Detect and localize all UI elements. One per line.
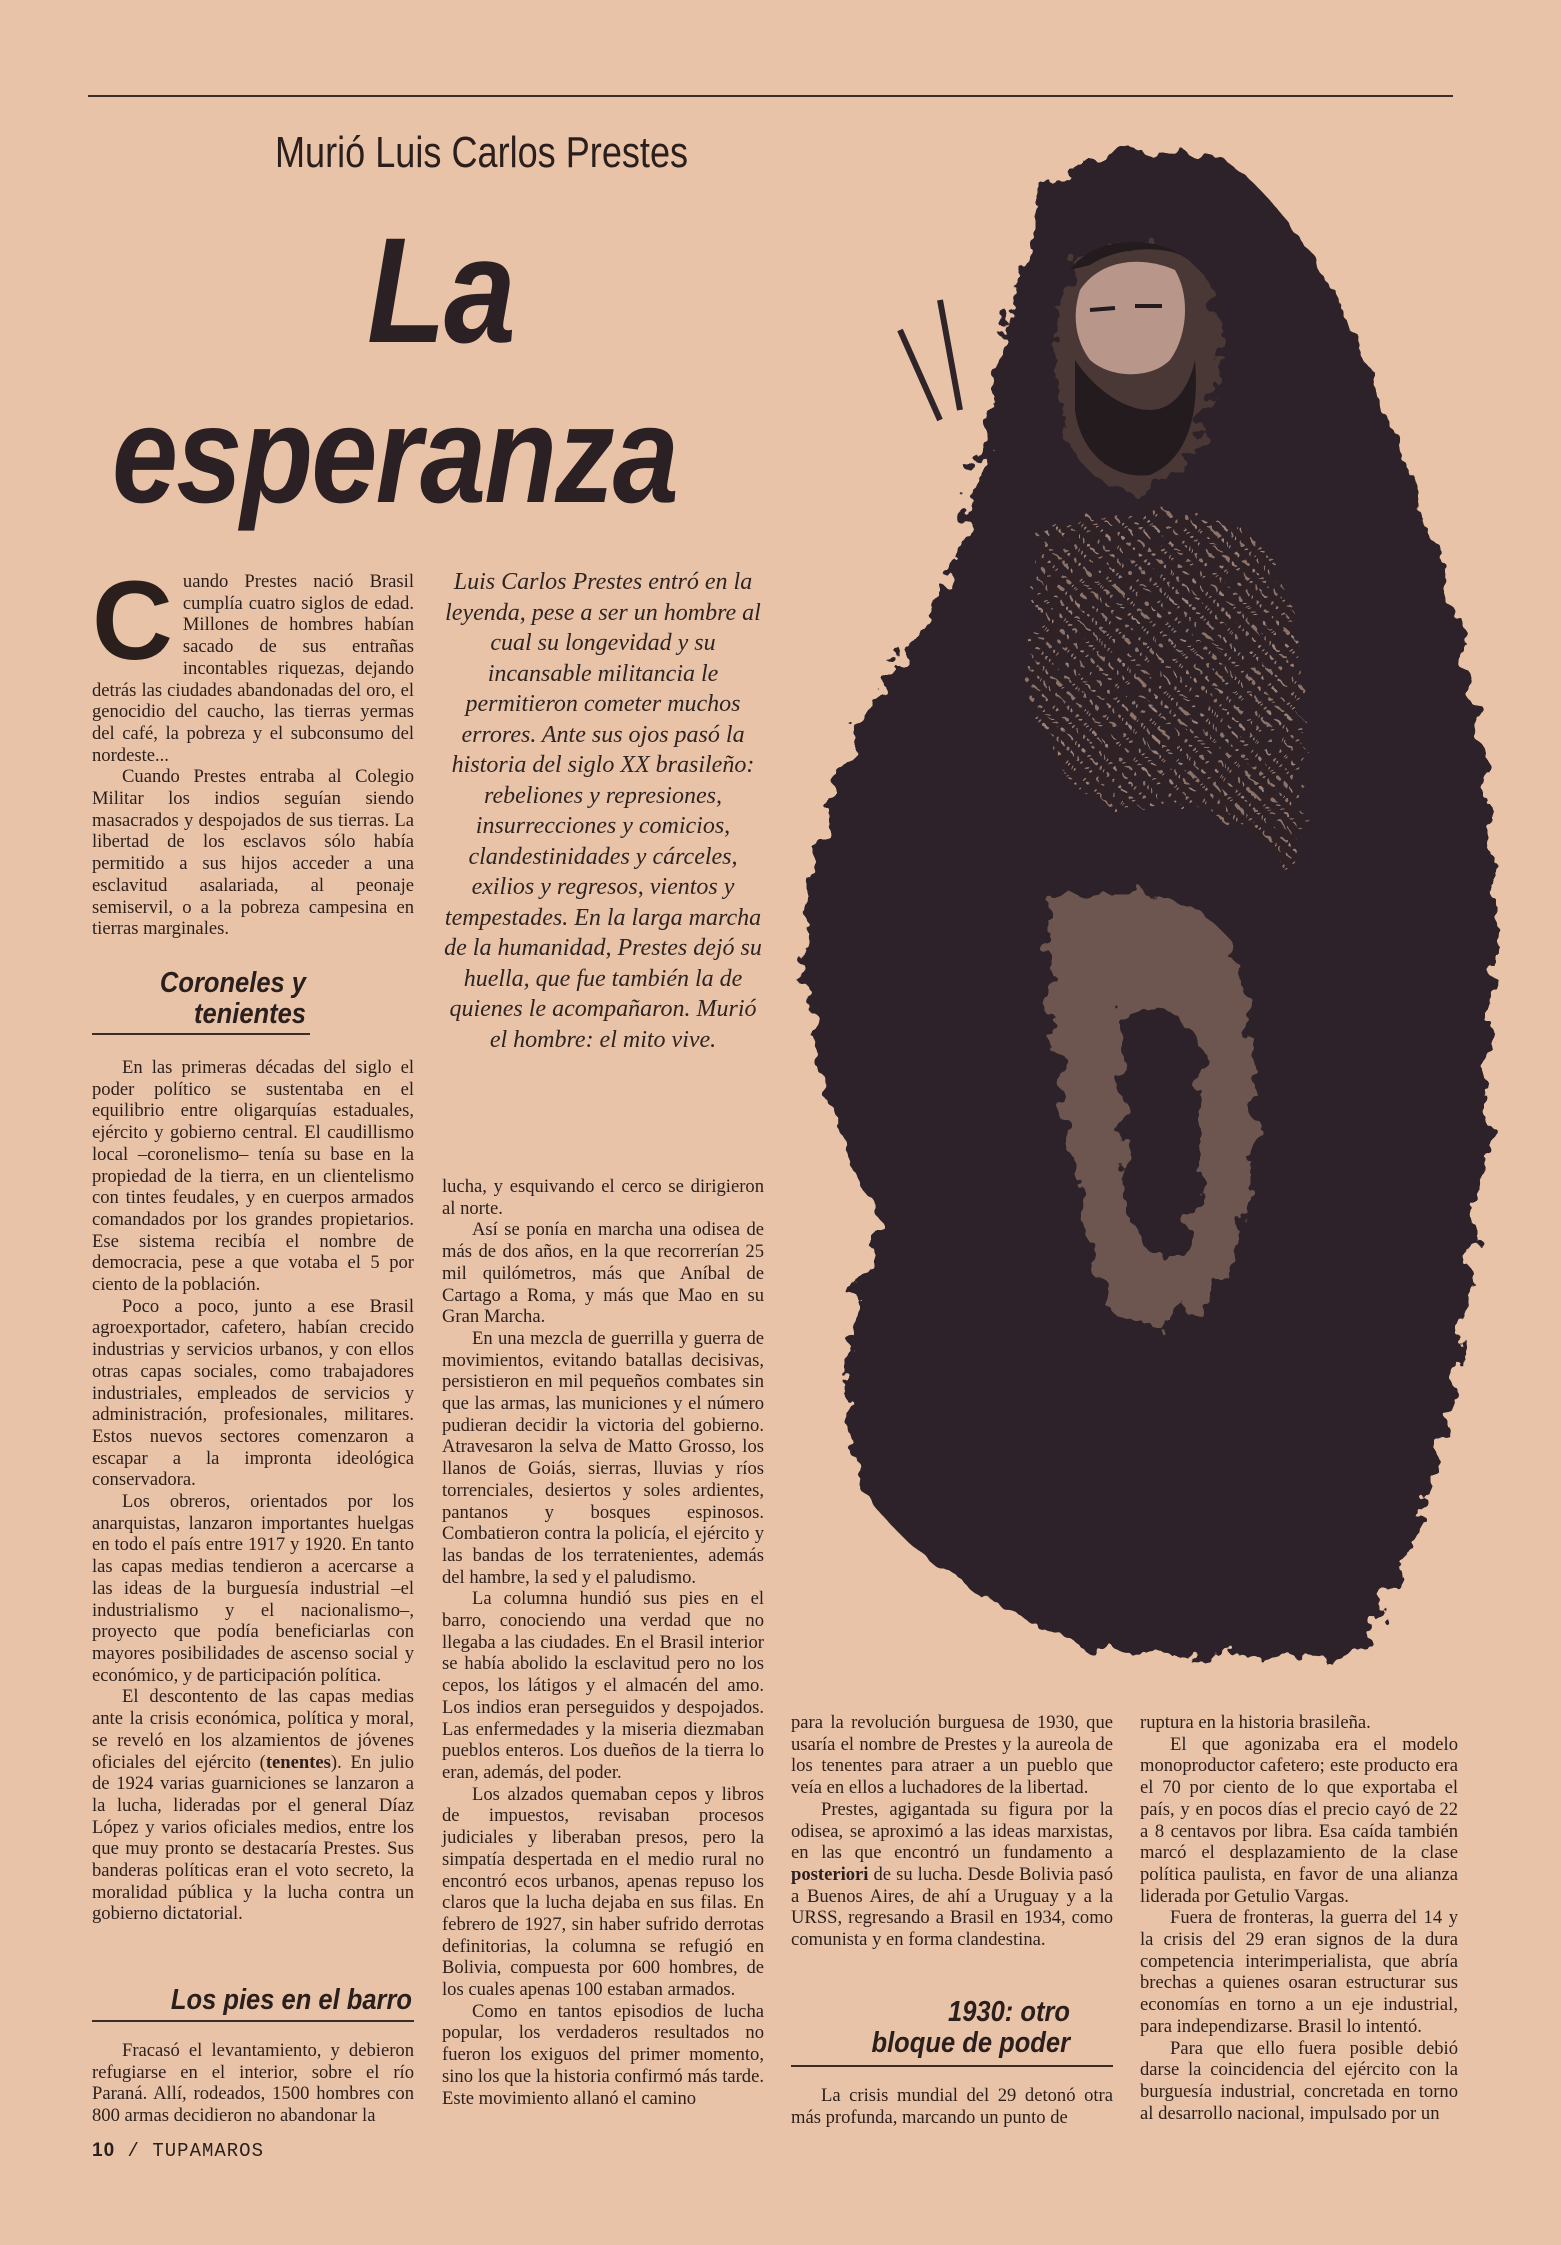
page-number: 10 (92, 2140, 116, 2161)
column-3-top (791, 1712, 1113, 1951)
drop-cap: C (92, 558, 173, 683)
paragraph: La crisis mundial del 29 detonó otra más profunda, marcando un punto de (791, 2085, 1113, 2128)
paragraph: Los alzados quemaban cepos y libros de impuestos, revisaban procesos judiciales y liberaban presos, pero la simpatía despertada en el medio rural no encontró ecos urbanos, apenas repuso los claros que la lucha dejaba en sus filas. En febrero de 1927, sin haber sufrido derrotas definitorias, la columna se refugió en Bolivia, compuesta por 600 hombres, de los cuales apenas 100 estaban armados. (442, 1783, 764, 2001)
kicker: Murió Luis Carlos Prestes (275, 128, 689, 177)
paragraph: uando Prestes nació Brasil cumplía cuatro siglos de edad. Millones de hombres habían sacado de sus entrañas incontables riquezas, dejando detrás las ciudades abandonadas del oro, el genocidio del caucho, las tierras yermas del café, la pobreza y el subconsumo del nordeste... (92, 571, 414, 766)
paragraph: Cuando Prestes entraba al Colegio Militar los indios seguían siendo masacrados y despojados de sus tierras. La libertad de los esclavos sólo había permitido a sus hijos acceder a una esclavitud asalariada, al peonaje semiservil, o a la pobreza campesina en tierras marginales. (92, 766, 414, 940)
headline-line-2: esperanza (112, 378, 678, 532)
paragraph: Fuera de fronteras, la guerra del 14 y la crisis del 29 eran signos de la dura competencia interimperialista, que abría brechas a quienes osaran estructurar sus economías en torno a un eje industrial, para independizarse. Brasil lo intentó. (1140, 1907, 1458, 2037)
publication-name: TUPAMAROS (152, 2140, 264, 2162)
subhead-coroneles: Coroneles y tenientes (159, 967, 306, 1030)
column-2 (442, 1176, 764, 2109)
subhead-pies: Los pies en el barro (170, 1984, 412, 2016)
headline-line-1: La (367, 206, 515, 374)
paragraph: para la revolución burguesa de 1930, que usaría el nombre de Prestes y la aureola de los tenentes para atraer a un pueblo que veía en ellos a luchadores de la libertad. (791, 1712, 1113, 1799)
paragraph: Prestes, agigantada su figura por la odisea, se aproximó a las ideas marxistas, en las que encontró un fundamento a posteriori de su lucha. Desde Bolivia pasó a Buenos Aires, de ahí a Uruguay y a la URSS, regresando a Brasil en 1934, como comunista y en forma clandestina. (791, 1798, 1113, 1951)
subhead-1930: 1930: otro bloque de poder (871, 1996, 1070, 2059)
prestes-photo (790, 120, 1510, 1680)
paragraph: Fracasó el levantamiento, y debieron refugiarse en el interior, sobre el río Paraná. Allí, rodeados, 1500 hombres con 800 armas decidieron no abandonar la (92, 2040, 414, 2127)
paragraph: En las primeras décadas del siglo el poder político se sustentaba en el equilibrio entre oligarquías estaduales, ejército y gobierno central. El caudillismo local –coronelismo– tenía su base en la propiedad de la tierra, en un clientelismo con tintes feudales, y en cuerpos armados comandados por los grandes propietarios. Ese sistema recibía el nombre de democracia, pese a que votaba el 5 por ciento de la población. (92, 1057, 414, 1296)
paragraph: Como en tantos episodios de lucha popular, los verdaderos resultados no fueron los exiguos del primer momento, sino los que la historia confirmó más tarde. Este movimiento allanó el camino (442, 2000, 764, 2109)
paragraph: ruptura en la historia brasileña. (1140, 1712, 1371, 1733)
paragraph: lucha, y esquivando el cerco se dirigieron al norte. (442, 1176, 764, 1219)
paragraph: En una mezcla de guerrilla y guerra de movimientos, evitando batallas decisivas, persistieron en mil pequeños combates sin que las armas, las municiones y el número pudieran decidir la victoria del gobierno. Atravesaron la selva de Matto Grosso, los llanos de Goiás, sierras, lluvias y ríos torrenciales, desiertos y soles ardientes, pantanos y bosques espinosos. Combatieron contra la policía, el ejército y las bandas de los terratenientes, además del hambre, la sed y el paludismo. (442, 1327, 764, 1588)
column-4 (1140, 1712, 1458, 2124)
subhead-rule (92, 1033, 310, 1035)
paragraph: La columna hundió sus pies en el barro, conociendo una verdad que no llegaba a las ciudades. En el Brasil interior se había abolido la esclavitud pero no los cepos, los látigos y el almacén del amo. Los indios eran perseguidos y despojados. Las enfermedades y la miseria diezmaban pueblos enteros. Los dueños de la tierra lo eran, además, del poder. (442, 1588, 764, 1783)
paragraph: Así se ponía en marcha una odisea de más de dos años, en la que recorrerían 25 mil quilómetros, más que Aníbal de Cartago a Roma, y más que Mao en su Gran Marcha. (442, 1219, 764, 1328)
column-1-top (92, 558, 414, 940)
column-3-bottom (791, 2085, 1113, 2128)
page-footer: 10 / TUPAMAROS (92, 2140, 264, 2162)
paragraph: El que agonizaba era el modelo monoproductor cafetero; este producto era el 70 por ciento de lo que exportaba el país, y en pocos días el precio cayó de 22 a 8 centavos por libra. Esa caída también marcó el desplazamiento de la clase política paulista, en favor de una alianza liderada por Getulio Vargas. (1140, 1733, 1458, 1907)
subhead-rule (791, 2065, 1113, 2067)
column-1-bottom (92, 2040, 414, 2127)
paragraph: El descontento de las capas medias ante la crisis económica, política y moral, se reveló en los alzamientos de jóvenes oficiales del ejército (tenentes). En julio de 1924 varias guarniciones se lanzaron a la lucha, lideradas por el general Díaz López y varios oficiales medios, entre los que muy pronto se destacaría Prestes. Sus banderas políticas eran el voto secreto, la moralidad pública y la lucha contra un gobierno dictatorial. (92, 1686, 414, 1925)
paragraph: Para que ello fuera posible debió darse la coincidencia del ejército con la burguesía industrial, concretada en torno al desarrollo nacional, impulsado por un (1140, 2037, 1458, 2124)
pull-quote: Luis Carlos Prestes entró en la leyenda, pese a ser un hombre al cual su longevidad y su incansable militancia le permitieron cometer muchos errores. Ante sus ojos pasó la historia del siglo XX brasileño: rebeliones y represiones, insurrecciones y comicios, clandestinidades y cárceles, exilios y regresos, vientos y tempestades. En la larga marcha de la humanidad, Prestes dejó su huella, que fue también la de quienes le acompañaron. Murió el hombre: el mito vive. (444, 569, 762, 1053)
paragraph: Poco a poco, junto a ese Brasil agroexportador, cafetero, habían crecido industrias y servicios urbanos, y con ellos otras capas sociales, como trabajadores industriales, empleados de servicios y administración, profesionales, militares. Estos nuevos sectores comenzaron a escapar a la impronta ideológica conservadora. (92, 1295, 414, 1491)
paragraph: Los obreros, orientados por los anarquistas, lanzaron importantes huelgas en todo el país entre 1917 y 1920. En tanto las capas medias tendieron a acercarse a las ideas de la burguesía industrial –el industrialismo y el nacionalismo–, proyecto que podía beneficiarlas con mayores posibilidades de ascenso social y económico, y de participación política. (92, 1491, 414, 1686)
subhead-rule (92, 2020, 414, 2022)
column-1-middle (92, 1057, 414, 1925)
top-rule (88, 95, 1453, 97)
